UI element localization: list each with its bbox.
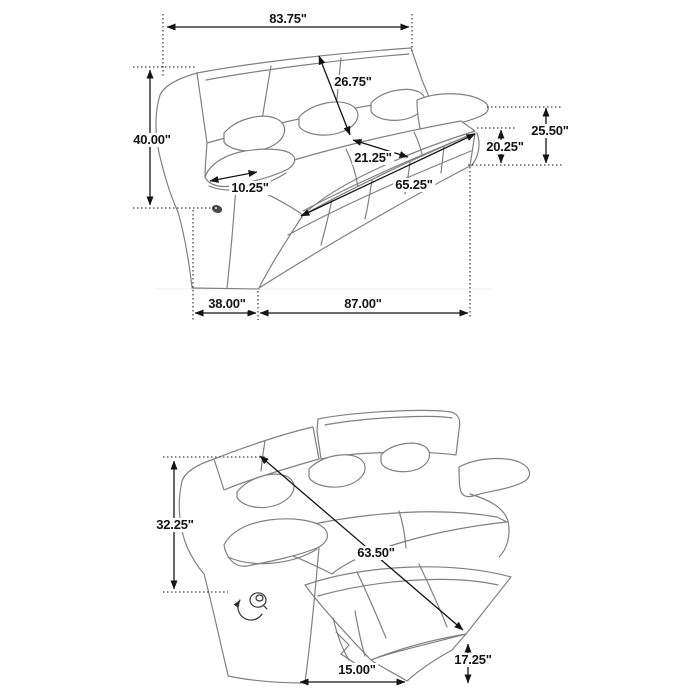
power-button-icon (211, 204, 223, 214)
dim-back-height-label: 32.25" (156, 517, 194, 532)
sofa-sketch-top (156, 48, 488, 289)
dim-arm-width-label: 10.25" (231, 180, 269, 195)
dim-seat-width-label: 65.25" (395, 177, 433, 192)
dim-base-depth-label: 38.00" (208, 296, 246, 311)
dim-seat-depth-label: 21.25" (354, 150, 392, 165)
dim-back-diagonal-label: 26.75" (334, 74, 372, 89)
dim-width-top-label: 83.75" (269, 11, 307, 26)
dim-seat-height-label: 20.25" (486, 139, 524, 154)
dim-footrest-length-label: 15.00" (338, 662, 376, 677)
recliner-lever-icon (238, 593, 267, 620)
dim-arm-height-label: 25.50" (531, 123, 569, 138)
dim-overall-height-label: 40.00" (133, 132, 171, 147)
dim-overall-width-label: 87.00" (344, 296, 382, 311)
dim-footrest-height-label: 17.25" (454, 652, 492, 667)
dim-reclined-length-label: 63.50" (357, 545, 395, 560)
